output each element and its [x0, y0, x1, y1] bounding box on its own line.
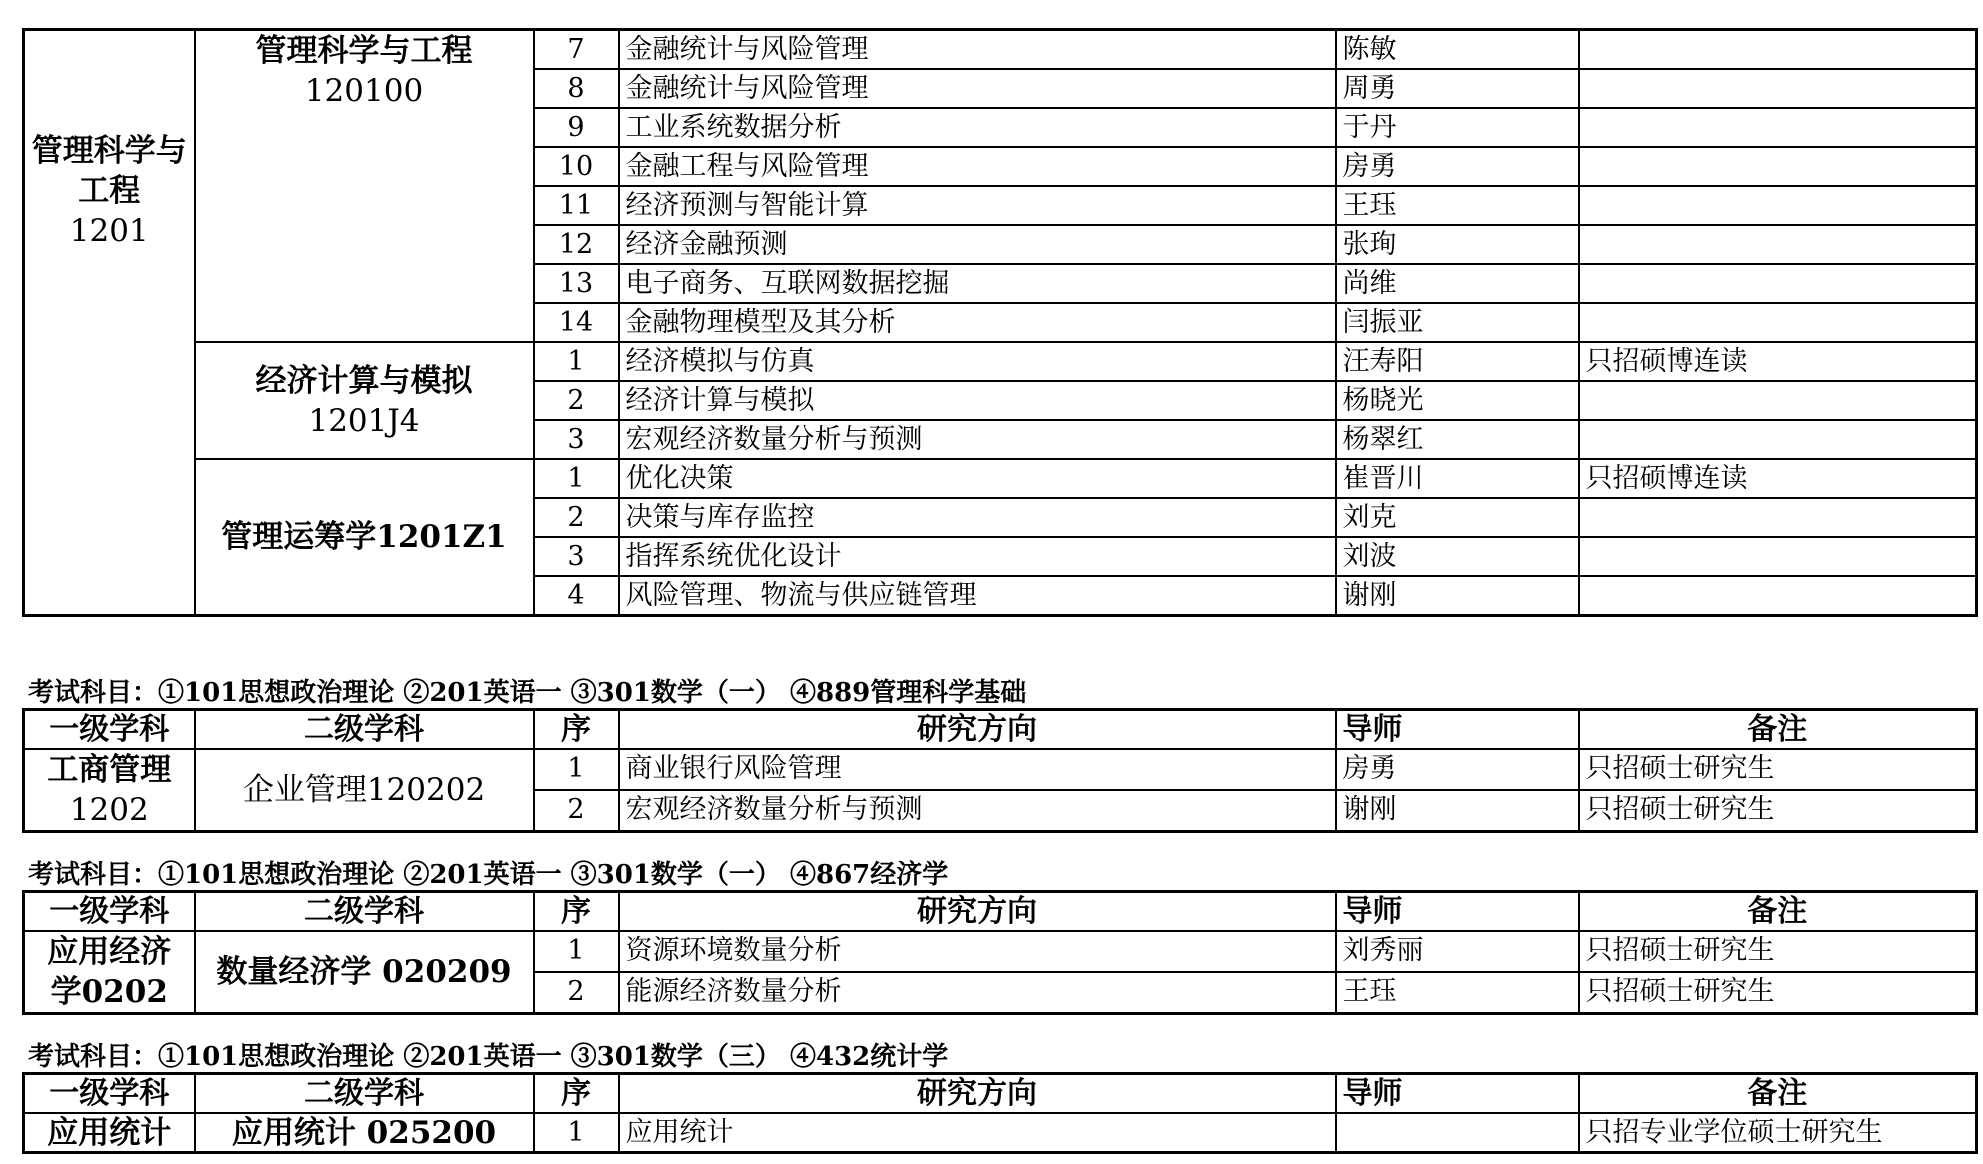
row-no: 3	[534, 420, 619, 459]
row-direction: 金融统计与风险管理	[619, 30, 1336, 70]
row-no: 1	[534, 342, 619, 381]
table-row	[24, 459, 1977, 498]
row-direction: 工业系统数据分析	[619, 108, 1336, 147]
header-level2: 二级学科	[195, 1074, 534, 1114]
row-advisor: 陈敏	[1336, 30, 1579, 70]
exam-subjects-line: 考试科目：①101思想政治理论 ②201英语一 ③301数学（一） ④867经济学	[28, 860, 949, 890]
program-table-applied-statistics	[22, 1072, 1978, 1154]
row-direction: 资源环境数量分析	[619, 931, 1336, 972]
header-level1: 一级学科	[24, 1074, 195, 1114]
header-advisor: 导师	[1336, 892, 1579, 932]
row-direction: 应用统计	[619, 1113, 1336, 1153]
table-header-row	[24, 1074, 1977, 1114]
row-advisor: 尚维	[1336, 264, 1579, 303]
row-advisor: 房勇	[1336, 147, 1579, 186]
table-header-row	[24, 710, 1977, 750]
row-no: 1	[534, 749, 619, 790]
row-note: 只招硕博连读	[1579, 459, 1977, 498]
row-direction: 经济预测与智能计算	[619, 186, 1336, 225]
row-advisor: 张珣	[1336, 225, 1579, 264]
row-note	[1579, 264, 1977, 303]
level2-discipline	[195, 342, 534, 459]
exam-subjects-line: 考试科目：①101思想政治理论 ②201英语一 ③301数学（三） ④432统计学	[28, 1042, 949, 1072]
row-note: 只招硕士研究生	[1579, 931, 1977, 972]
row-direction: 金融工程与风险管理	[619, 147, 1336, 186]
header-level1: 一级学科	[24, 892, 195, 932]
row-advisor: 汪寿阳	[1336, 342, 1579, 381]
row-advisor: 刘克	[1336, 498, 1579, 537]
row-no: 1	[534, 459, 619, 498]
header-note: 备注	[1579, 892, 1977, 932]
row-no: 1	[534, 931, 619, 972]
row-no: 2	[534, 972, 619, 1014]
row-note	[1579, 576, 1977, 616]
level1-code: 学0202	[50, 974, 168, 1010]
row-direction: 经济模拟与仿真	[619, 342, 1336, 381]
row-advisor	[1336, 1113, 1579, 1153]
row-no: 1	[534, 1113, 619, 1153]
level2-discipline: 应用统计 025200	[195, 1113, 534, 1153]
header-no: 序	[534, 1074, 619, 1114]
row-no: 9	[534, 108, 619, 147]
table-row	[24, 749, 1977, 790]
table-row	[24, 931, 1977, 972]
row-note: 只招专业学位硕士研究生	[1579, 1113, 1977, 1153]
level1-discipline	[24, 749, 195, 832]
header-direction: 研究方向	[619, 710, 1336, 750]
row-advisor: 房勇	[1336, 749, 1579, 790]
table-row	[24, 30, 1977, 70]
row-direction: 宏观经济数量分析与预测	[619, 790, 1336, 832]
level2-name: 经济计算与模拟	[255, 362, 473, 399]
row-note	[1579, 303, 1977, 342]
level1-discipline	[24, 30, 195, 616]
row-direction: 风险管理、物流与供应链管理	[619, 576, 1336, 616]
level1-name: 应用经济	[47, 934, 172, 970]
header-direction: 研究方向	[619, 1074, 1336, 1114]
row-advisor: 周勇	[1336, 69, 1579, 108]
row-note	[1579, 69, 1977, 108]
row-advisor: 王珏	[1336, 972, 1579, 1014]
level1-discipline	[24, 931, 195, 1014]
row-direction: 电子商务、互联网数据挖掘	[619, 264, 1336, 303]
level2-code: 1201J4	[308, 402, 420, 439]
row-no: 2	[534, 790, 619, 832]
row-note	[1579, 537, 1977, 576]
level1-code: 1202	[69, 792, 149, 828]
row-advisor: 于丹	[1336, 108, 1579, 147]
row-no: 2	[534, 381, 619, 420]
row-no: 13	[534, 264, 619, 303]
header-direction: 研究方向	[619, 892, 1336, 932]
level2-discipline	[195, 30, 534, 343]
table-row	[24, 1113, 1977, 1153]
row-direction: 商业银行风险管理	[619, 749, 1336, 790]
row-note: 只招硕士研究生	[1579, 972, 1977, 1014]
level1-discipline: 应用统计	[24, 1113, 195, 1153]
row-note: 只招硕博连读	[1579, 342, 1977, 381]
row-advisor: 崔晋川	[1336, 459, 1579, 498]
row-direction: 能源经济数量分析	[619, 972, 1336, 1014]
row-direction: 金融物理模型及其分析	[619, 303, 1336, 342]
row-direction: 宏观经济数量分析与预测	[619, 420, 1336, 459]
row-direction: 优化决策	[619, 459, 1336, 498]
row-note	[1579, 30, 1977, 70]
level2-discipline	[195, 459, 534, 616]
header-level1: 一级学科	[24, 710, 195, 750]
row-no: 7	[534, 30, 619, 70]
row-advisor: 谢刚	[1336, 790, 1579, 832]
row-advisor: 杨翠红	[1336, 420, 1579, 459]
row-no: 3	[534, 537, 619, 576]
row-note	[1579, 420, 1977, 459]
row-note	[1579, 225, 1977, 264]
program-table-management-science	[22, 28, 1978, 617]
level1-code: 1201	[69, 213, 149, 249]
row-direction: 经济计算与模拟	[619, 381, 1336, 420]
row-note: 只招硕士研究生	[1579, 790, 1977, 832]
level2-name: 管理科学与工程	[255, 33, 473, 69]
row-no: 11	[534, 186, 619, 225]
row-note	[1579, 186, 1977, 225]
table-row	[24, 342, 1977, 381]
exam-subjects-line: 考试科目：①101思想政治理论 ②201英语一 ③301数学（一） ④889管理科学基础	[28, 678, 1027, 708]
row-note	[1579, 147, 1977, 186]
row-direction: 金融统计与风险管理	[619, 69, 1336, 108]
row-direction: 指挥系统优化设计	[619, 537, 1336, 576]
header-level2: 二级学科	[195, 892, 534, 932]
program-table-applied-economics	[22, 890, 1978, 1015]
row-note	[1579, 108, 1977, 147]
table-header-row	[24, 892, 1977, 932]
level2-discipline: 数量经济学 020209	[195, 931, 534, 1014]
level2-code: 120100	[304, 73, 424, 109]
row-advisor: 王珏	[1336, 186, 1579, 225]
row-advisor: 刘秀丽	[1336, 931, 1579, 972]
level2-name: 管理运筹学1201Z1	[221, 519, 507, 555]
row-advisor: 闫振亚	[1336, 303, 1579, 342]
row-direction: 决策与库存监控	[619, 498, 1336, 537]
header-advisor: 导师	[1336, 710, 1579, 750]
row-no: 2	[534, 498, 619, 537]
row-advisor: 杨晓光	[1336, 381, 1579, 420]
header-note: 备注	[1579, 710, 1977, 750]
header-no: 序	[534, 892, 619, 932]
row-advisor: 刘波	[1336, 537, 1579, 576]
row-direction: 经济金融预测	[619, 225, 1336, 264]
row-no: 12	[534, 225, 619, 264]
row-no: 8	[534, 69, 619, 108]
program-table-business-admin	[22, 708, 1978, 833]
header-advisor: 导师	[1336, 1074, 1579, 1114]
level1-name: 管理科学与工程	[31, 133, 187, 209]
row-no: 10	[534, 147, 619, 186]
row-note	[1579, 498, 1977, 537]
level2-discipline: 企业管理120202	[195, 749, 534, 832]
row-note: 只招硕士研究生	[1579, 749, 1977, 790]
row-advisor: 谢刚	[1336, 576, 1579, 616]
header-level2: 二级学科	[195, 710, 534, 750]
row-no: 4	[534, 576, 619, 616]
row-note	[1579, 381, 1977, 420]
header-no: 序	[534, 710, 619, 750]
level1-name: 工商管理	[47, 752, 172, 788]
row-no: 14	[534, 303, 619, 342]
header-note: 备注	[1579, 1074, 1977, 1114]
